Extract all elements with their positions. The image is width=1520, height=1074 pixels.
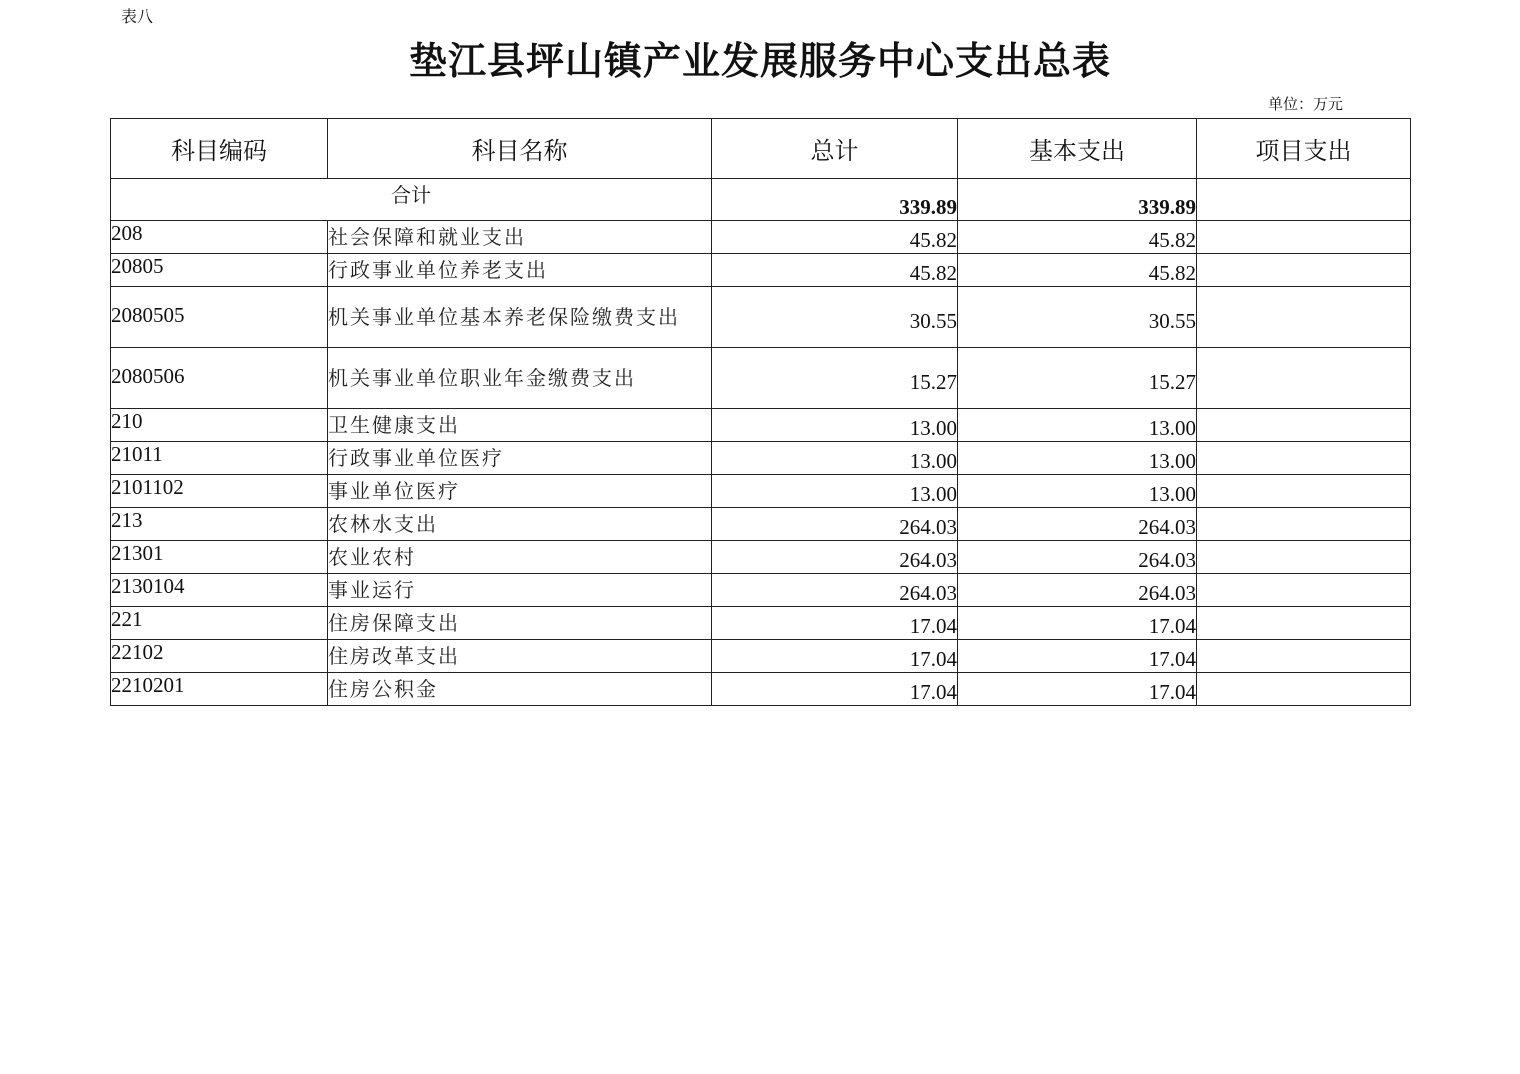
total-row	[111, 179, 1411, 221]
table-row	[111, 541, 1411, 574]
header-name: 科目名称	[328, 119, 712, 179]
row-total: 13.00	[712, 409, 958, 442]
row-code: 221	[111, 607, 328, 640]
row-basic: 264.03	[958, 508, 1197, 541]
row-project	[1197, 442, 1411, 475]
row-code: 208	[111, 221, 328, 254]
table-row	[111, 442, 1411, 475]
row-project	[1197, 475, 1411, 508]
row-code: 210	[111, 409, 328, 442]
row-project	[1197, 254, 1411, 287]
row-basic: 45.82	[958, 254, 1197, 287]
unit-label: 单位：万元	[1267, 95, 1343, 113]
row-basic: 15.27	[958, 348, 1197, 409]
row-basic: 13.00	[958, 475, 1197, 508]
row-code: 21301	[111, 541, 328, 574]
row-total: 13.00	[712, 475, 958, 508]
row-project	[1197, 348, 1411, 409]
table-row	[111, 640, 1411, 673]
row-code: 22102	[111, 640, 328, 673]
table-row	[111, 409, 1411, 442]
table-row	[111, 508, 1411, 541]
row-name: 农林水支出	[328, 508, 712, 541]
row-basic: 13.00	[958, 442, 1197, 475]
row-name: 机关事业单位职业年金缴费支出	[328, 348, 712, 409]
row-name: 卫生健康支出	[328, 409, 712, 442]
total-basic: 339.89	[958, 179, 1197, 221]
table-row	[111, 287, 1411, 348]
header-row	[111, 119, 1411, 179]
row-total: 45.82	[712, 254, 958, 287]
row-total: 264.03	[712, 508, 958, 541]
row-code: 21011	[111, 442, 328, 475]
row-total: 13.00	[712, 442, 958, 475]
row-basic: 17.04	[958, 640, 1197, 673]
row-name: 社会保障和就业支出	[328, 221, 712, 254]
row-total: 264.03	[712, 541, 958, 574]
row-code: 2210201	[111, 673, 328, 706]
total-sum: 339.89	[712, 179, 958, 221]
row-project	[1197, 541, 1411, 574]
table-row	[111, 574, 1411, 607]
row-name: 住房公积金	[328, 673, 712, 706]
table-row	[111, 475, 1411, 508]
row-total: 17.04	[712, 673, 958, 706]
total-project	[1197, 179, 1411, 221]
total-label: 合计	[111, 179, 712, 221]
row-project	[1197, 287, 1411, 348]
row-total: 17.04	[712, 640, 958, 673]
row-basic: 264.03	[958, 541, 1197, 574]
row-project	[1197, 574, 1411, 607]
header-basic: 基本支出	[958, 119, 1197, 179]
row-basic: 30.55	[958, 287, 1197, 348]
row-code: 2101102	[111, 475, 328, 508]
row-basic: 45.82	[958, 221, 1197, 254]
row-name: 机关事业单位基本养老保险缴费支出	[328, 287, 712, 348]
row-project	[1197, 508, 1411, 541]
row-name: 住房改革支出	[328, 640, 712, 673]
row-basic: 264.03	[958, 574, 1197, 607]
header-project: 项目支出	[1197, 119, 1411, 179]
row-project	[1197, 673, 1411, 706]
row-basic: 17.04	[958, 673, 1197, 706]
header-code: 科目编码	[111, 119, 328, 179]
table-row	[111, 607, 1411, 640]
expenditure-table	[110, 118, 1411, 706]
row-name: 住房保障支出	[328, 607, 712, 640]
row-name: 行政事业单位养老支出	[328, 254, 712, 287]
table-number: 表八	[121, 7, 154, 26]
row-total: 17.04	[712, 607, 958, 640]
row-basic: 13.00	[958, 409, 1197, 442]
page-title: 垫江县坪山镇产业发展服务中心支出总表	[408, 38, 1111, 83]
table-row	[111, 673, 1411, 706]
row-name: 农业农村	[328, 541, 712, 574]
row-project	[1197, 221, 1411, 254]
row-total: 264.03	[712, 574, 958, 607]
table-row	[111, 221, 1411, 254]
row-code: 213	[111, 508, 328, 541]
row-code: 2130104	[111, 574, 328, 607]
row-code: 20805	[111, 254, 328, 287]
row-code: 2080505	[111, 287, 328, 348]
table-row	[111, 348, 1411, 409]
header-total: 总计	[712, 119, 958, 179]
row-total: 15.27	[712, 348, 958, 409]
row-name: 事业运行	[328, 574, 712, 607]
row-basic: 17.04	[958, 607, 1197, 640]
row-code: 2080506	[111, 348, 328, 409]
row-total: 45.82	[712, 221, 958, 254]
row-project	[1197, 640, 1411, 673]
row-name: 事业单位医疗	[328, 475, 712, 508]
row-total: 30.55	[712, 287, 958, 348]
row-name: 行政事业单位医疗	[328, 442, 712, 475]
row-project	[1197, 409, 1411, 442]
row-project	[1197, 607, 1411, 640]
table-row	[111, 254, 1411, 287]
